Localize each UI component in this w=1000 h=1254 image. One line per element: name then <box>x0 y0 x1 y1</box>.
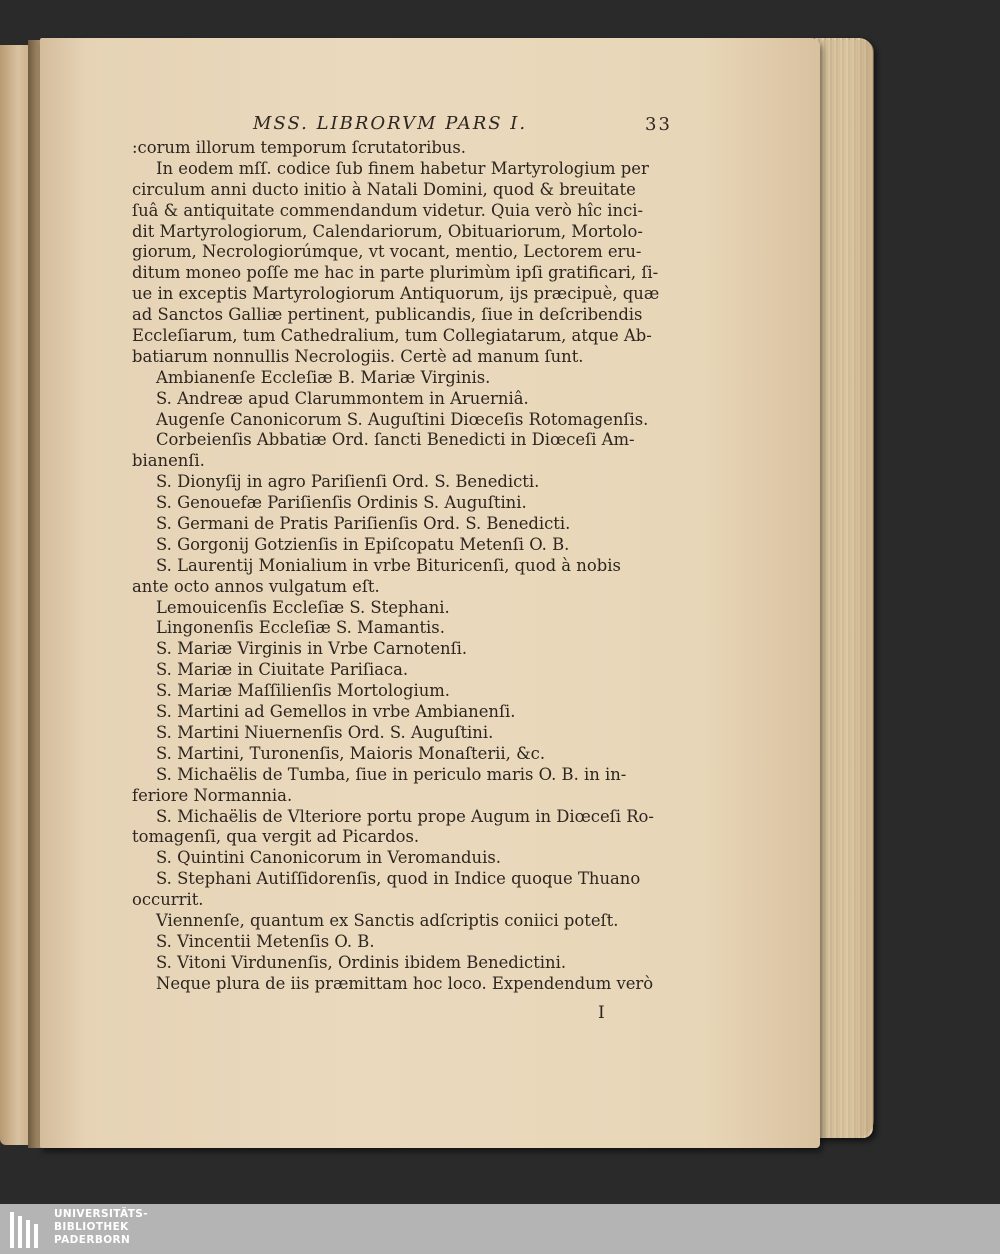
running-header <box>253 113 673 139</box>
text-line: batiarum nonnullis Necrologiis. Certè ad manum ſunt. <box>132 346 584 366</box>
text-line: S. Michaëlis de Tumba, ſiue in periculo maris O. B. in in- <box>156 764 627 784</box>
text-line: S. Gorgonij Gotzienſis in Epiſcopatu Metenſi O. B. <box>156 534 570 554</box>
text-line: Lemouicenſis Eccleſiæ S. Stephani. <box>156 597 450 617</box>
text-line: Neque plura de iis præmittam hoc loco. Expendendum verò <box>156 973 654 993</box>
text-line: ue in exceptis Martyrologiorum Antiquorum, ijs præcipuè, quæ <box>132 284 660 304</box>
text-line: S. Michaëlis de Vlteriore portu prope Augum in Diœceſi Ro- <box>156 806 654 826</box>
library-logo-icon <box>6 1206 46 1252</box>
text-line: S. Vitoni Virdunenſis, Ordinis ibidem Benedictini. <box>156 952 567 972</box>
text-line: bianenſi. <box>132 451 205 471</box>
text-line: ditum moneo poſſe me hac in parte plurimùm ipſi gratificari, ſi- <box>132 263 659 283</box>
page-body-text <box>132 138 672 995</box>
text-line: S. Stephani Autiſſidorenſis, quod in Indice quoque Thuano <box>156 869 641 889</box>
text-line: S. Mariæ in Ciuitate Pariſiaca. <box>156 660 409 680</box>
text-line: ſuâ & antiquitate commendandum videtur. Quia verò hîc inci- <box>132 200 644 220</box>
text-line: In eodem mſſ. codice ſub finem habetur Martyrologium per <box>156 158 649 178</box>
text-line: S. Quintini Canonicorum in Veromanduis. <box>156 848 501 868</box>
signature-mark: I <box>598 1003 605 1023</box>
text-line: Ambianenſe Eccleſiæ B. Mariæ Virginis. <box>156 367 491 387</box>
page-number: 33 <box>645 114 672 135</box>
text-line: S. Martini Niuernenſis Ord. S. Auguſtini. <box>156 722 494 742</box>
text-line: tomagenſi, qua vergit ad Picardos. <box>132 827 420 847</box>
text-line: S. Dionyſij in agro Pariſienſi Ord. S. Benedicti. <box>156 472 540 492</box>
text-line: ante octo annos vulgatum eſt. <box>132 576 380 596</box>
text-line: feriore Normannia. <box>132 785 293 805</box>
cover-edge <box>822 40 874 1138</box>
text-line: S. Genouefæ Pariſienſis Ordinis S. Auguſtini. <box>156 493 527 513</box>
text-line: :corum illorum temporum ſcrutatoribus. <box>132 138 466 157</box>
text-line: giorum, Necrologiorúmque, vt vocant, mentio, Lectorem eru- <box>132 242 642 262</box>
text-line: dit Martyrologiorum, Calendariorum, Obituariorum, Mortolo- <box>132 221 643 241</box>
text-line: S. Vincentii Metenſis O. B. <box>156 931 375 951</box>
text-line: S. Laurentij Monialium in vrbe Bituricenſi, quod à nobis <box>156 555 621 575</box>
text-line: Lingonenſis Eccleſiæ S. Mamantis. <box>156 618 445 638</box>
text-line: S. Germani de Pratis Pariſienſis Ord. S. Benedicti. <box>156 514 571 534</box>
running-header-title: MSS. LIBRORVM PARS I. <box>253 113 528 134</box>
text-line: S. Martini, Turonenſis, Maioris Monaſterii, &c. <box>156 743 546 763</box>
text-line: S. Martini ad Gemellos in vrbe Ambianenſi. <box>156 702 516 722</box>
library-name-line-1: UNIVERSITÄTS- <box>54 1208 149 1220</box>
text-line: Corbeienſis Abbatiæ Ord. ſancti Benedicti in Diœceſi Am- <box>156 430 635 450</box>
text-line: Augenſe Canonicorum S. Auguſtini Diœceſis Rotomagenſis. <box>156 409 649 429</box>
text-line: ad Sanctos Galliæ pertinent, publicandis, ſiue in deſcribendis <box>132 305 643 325</box>
library-name <box>54 1208 148 1247</box>
text-line: S. Mariæ Virginis in Vrbe Carnotenſi. <box>156 639 468 659</box>
text-line: S. Mariæ Maſſilienſis Mortologium. <box>156 681 451 701</box>
text-line: S. Andreæ apud Clarummontem in Aruerniâ. <box>156 388 529 408</box>
text-line: circulum anni ducto initio à Natali Domini, quod & breuitate <box>132 179 636 199</box>
library-banner <box>0 1204 1000 1254</box>
text-line: Eccleſiarum, tum Cathedralium, tum Collegiatarum, atque Ab- <box>132 326 652 346</box>
library-name-line-2: BIBLIOTHEK <box>54 1221 129 1233</box>
text-line: occurrit. <box>132 890 204 910</box>
text-line: Viennenſe, quantum ex Sanctis adſcriptis coniici poteſt. <box>156 910 619 930</box>
library-name-line-3: PADERBORN <box>54 1234 131 1246</box>
